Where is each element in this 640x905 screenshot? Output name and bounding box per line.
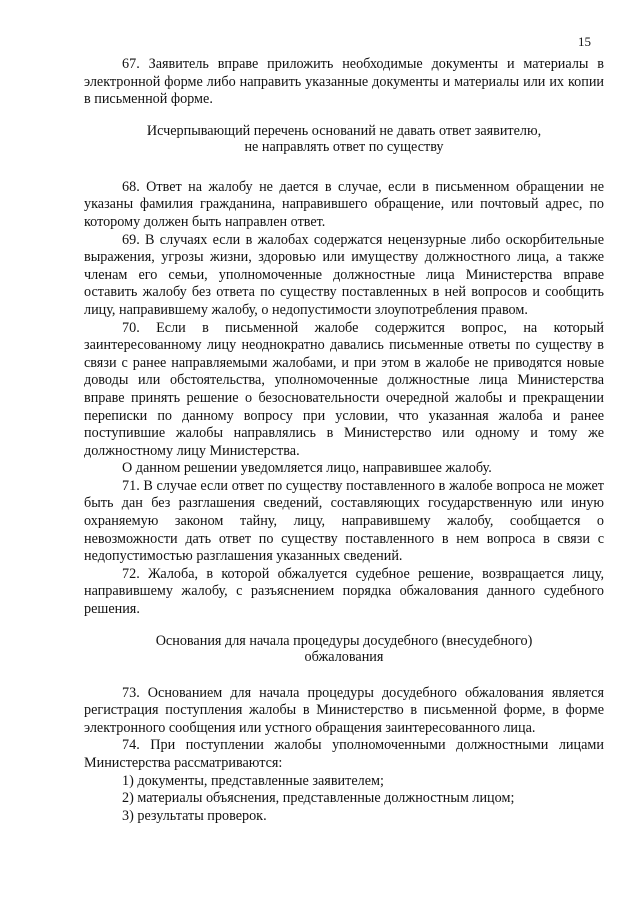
paragraph-69: 69. В случаях если в жалобах содержатся нецензурные либо оскорбительные выражения, угрозы жизни, здоровью или имуществу должностного лица, а также членам его семьи, уполномоченные должностные лица Министерства вправе оставить жалобу без ответа по существу поставленных в ней вопросов и сообщить лицу, направившему жалобу, о недопустимости злоупотребления правом. [84, 231, 604, 318]
paragraph-70: 70. Если в письменной жалобе содержится вопрос, на который заинтересованному лицу неоднократно давались письменные ответы по существу в связи с ранее направляемыми жалобами, и при этом в жалобе не приводятся новые доводы или обстоятельства, уполномоченные должностные лица Министерства вправе принять решение о безосновательности очередной жалобы и прекращении переписки по данному вопросу при условии, что указанная жалоба и ранее поступившие жалобы направлялись в Министерство или одному и тому же должностному лицу Министерства. [84, 319, 604, 459]
heading-line: Основания для начала процедуры досудебного (внесудебного) [155, 632, 533, 649]
paragraph-72: 72. Жалоба, в которой обжалуется судебное решение, возвращается лицу, направившему жалобу, с разъяснением порядка обжалования данного судебного решения. [84, 565, 604, 618]
heading-line: не направлять ответ по существу [244, 138, 444, 155]
paragraph-73: 73. Основанием для начала процедуры досудебного обжалования является регистрация поступления жалобы в Министерство в письменной форме, в форме электронного сообщения или устного обращения заинтересованного лица. [84, 684, 604, 736]
section-heading-pretrial-appeal [84, 633, 604, 665]
spacer [84, 619, 604, 633]
paragraph-74: 74. При поступлении жалобы уполномоченными должностными лицами Министерства рассматриваются: [84, 737, 604, 771]
heading-line: обжалования [304, 648, 384, 665]
section-heading-no-answer [84, 123, 604, 155]
list-item: 3) результаты проверок. [122, 807, 267, 824]
paragraph-70-note: О данном решении уведомляется лицо, направившее жалобу. [122, 460, 492, 477]
document-body [84, 56, 604, 825]
spacer [84, 155, 604, 179]
list-item: 2) материалы объяснения, представленные должностным лицом; [122, 790, 515, 807]
spacer [84, 109, 604, 123]
paragraph-67: 67. Заявитель вправе приложить необходимые документы и материалы в электронной форме либо направить указанные документы и материалы или их копии в письменной форме. [84, 56, 604, 108]
page-number: 15 [578, 34, 591, 49]
heading-line: Исчерпывающий перечень оснований не давать ответ заявителю, [146, 122, 542, 139]
spacer [84, 665, 604, 685]
paragraph-71: 71. В случае если ответ по существу поставленного в жалобе вопроса не может быть дан без разглашения сведений, составляющих государственную или иную охраняемую законом тайну, лицу, направившему жалобу, сообщается о невозможности дать ответ по существу поставленного в нем вопроса в связи с недопустимостью разглашения указанных сведений. [84, 477, 604, 565]
paragraph-68: 68. Ответ на жалобу не дается в случае, если в письменном обращении не указаны фамилия гражданина, направившего обращение, или почтовый адрес, по которому должен быть направлен ответ. [84, 178, 604, 230]
list-item: 1) документы, представленные заявителем; [122, 772, 384, 789]
